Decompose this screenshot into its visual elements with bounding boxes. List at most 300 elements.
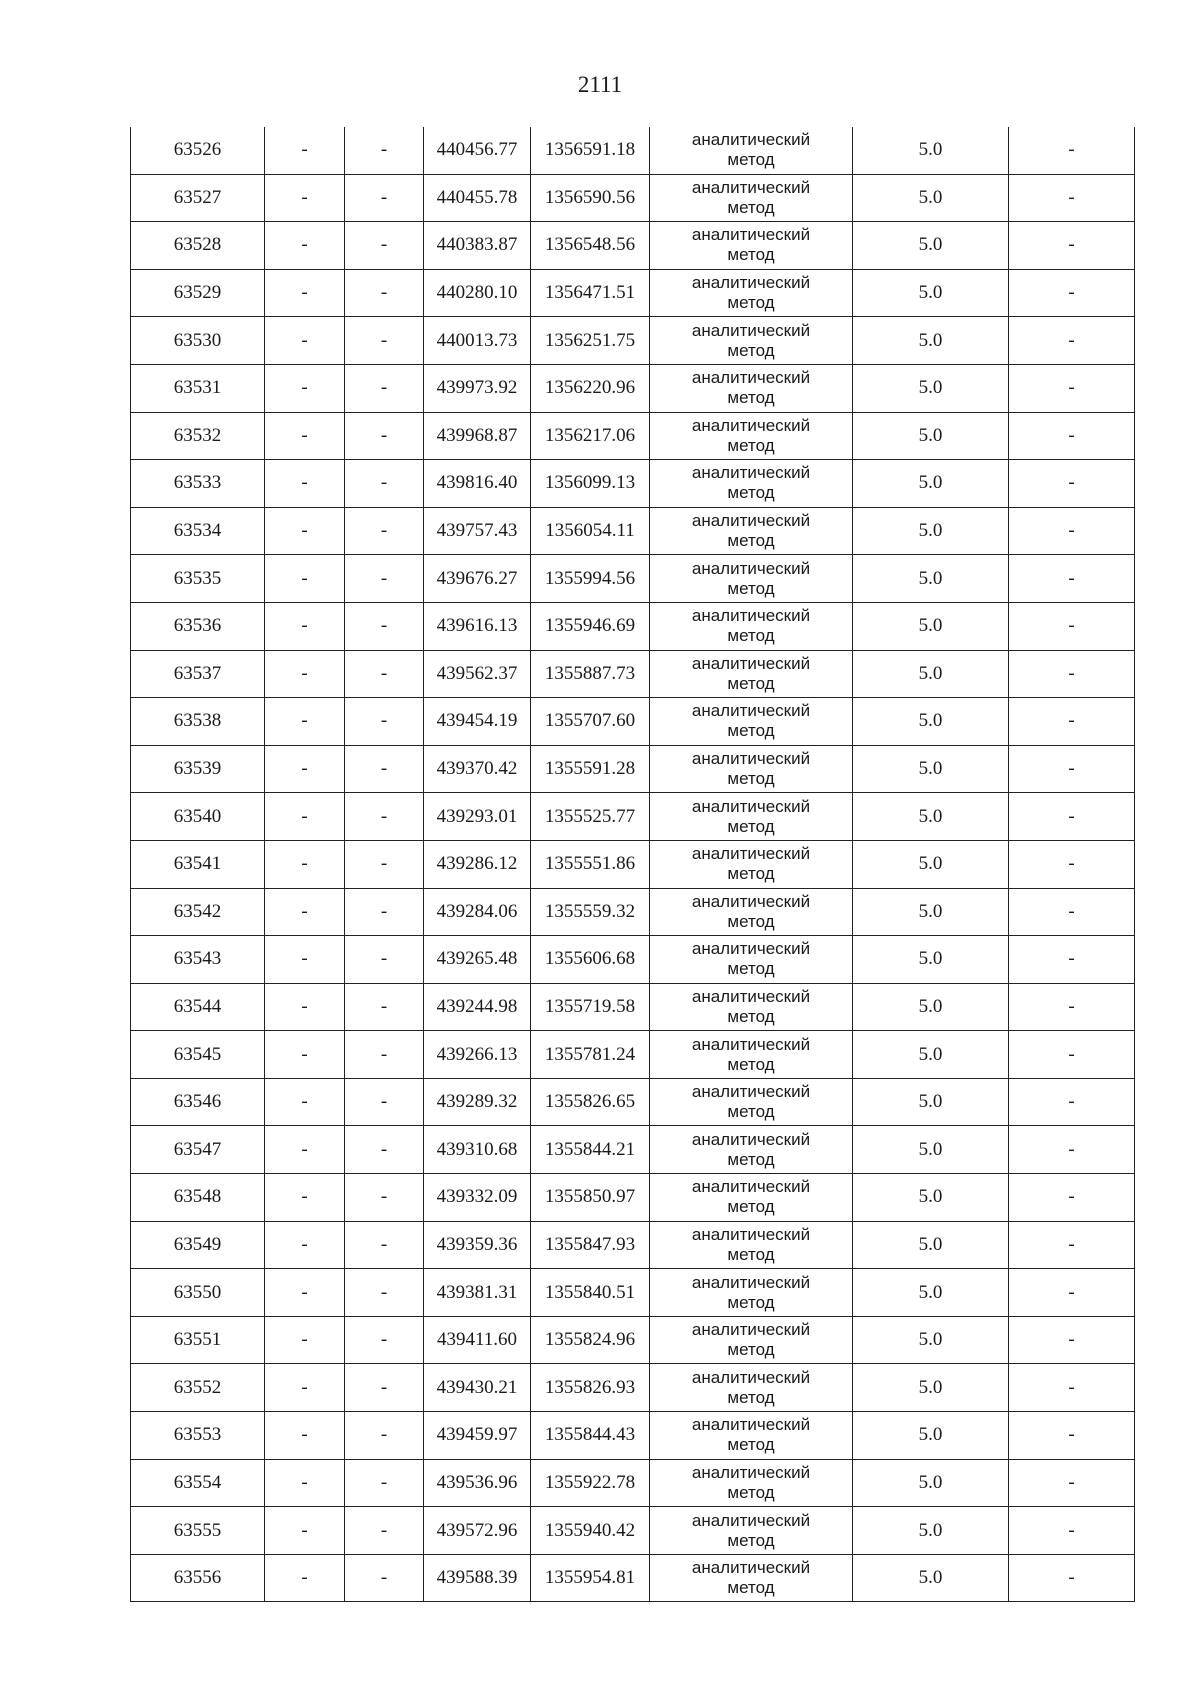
empty-value-cell: - <box>265 269 345 317</box>
y-coordinate-cell: 1355719.58 <box>531 983 650 1031</box>
empty-value-cell: - <box>345 1031 424 1079</box>
method-cell <box>650 317 853 365</box>
y-coordinate-cell: 1355826.65 <box>531 1078 650 1126</box>
empty-value-cell: - <box>265 650 345 698</box>
y-coordinate-cell: 1356099.13 <box>531 460 650 508</box>
point-id-cell: 63548 <box>131 1174 265 1222</box>
empty-value-cell: - <box>265 412 345 460</box>
method-line-2: метод <box>727 483 775 503</box>
empty-value-cell: - <box>345 507 424 555</box>
note-cell: - <box>1009 1174 1135 1222</box>
table-row <box>131 936 1135 984</box>
empty-value-cell: - <box>345 1459 424 1507</box>
method-line-2: метод <box>727 150 775 170</box>
accuracy-cell: 5.0 <box>853 507 1009 555</box>
empty-value-cell: - <box>265 936 345 984</box>
empty-value-cell: - <box>345 936 424 984</box>
point-id-cell: 63550 <box>131 1269 265 1317</box>
x-coordinate-cell: 440383.87 <box>424 222 531 270</box>
empty-value-cell: - <box>345 793 424 841</box>
point-id-cell: 63553 <box>131 1412 265 1460</box>
method-line-1: аналитический <box>691 1224 811 1244</box>
empty-value-cell: - <box>265 1507 345 1555</box>
empty-value-cell: - <box>265 745 345 793</box>
table-row <box>131 1174 1135 1222</box>
y-coordinate-cell: 1355707.60 <box>531 698 650 746</box>
y-coordinate-cell: 1355591.28 <box>531 745 650 793</box>
empty-value-cell: - <box>345 222 424 270</box>
x-coordinate-cell: 439816.40 <box>424 460 531 508</box>
empty-value-cell: - <box>265 793 345 841</box>
accuracy-cell: 5.0 <box>853 983 1009 1031</box>
method-line-2: метод <box>727 1054 775 1074</box>
y-coordinate-cell: 1356590.56 <box>531 174 650 222</box>
x-coordinate-cell: 440280.10 <box>424 269 531 317</box>
accuracy-cell: 5.0 <box>853 1126 1009 1174</box>
method-line-1: аналитический <box>691 1415 811 1435</box>
note-cell: - <box>1009 1031 1135 1079</box>
note-cell: - <box>1009 1412 1135 1460</box>
empty-value-cell: - <box>345 364 424 412</box>
y-coordinate-cell: 1356548.56 <box>531 222 650 270</box>
empty-value-cell: - <box>345 650 424 698</box>
empty-value-cell: - <box>345 602 424 650</box>
empty-value-cell: - <box>265 602 345 650</box>
point-id-cell: 63538 <box>131 698 265 746</box>
accuracy-cell: 5.0 <box>853 555 1009 603</box>
method-line-1: аналитический <box>691 1082 811 1102</box>
method-line-2: метод <box>727 1482 775 1502</box>
empty-value-cell: - <box>265 698 345 746</box>
accuracy-cell: 5.0 <box>853 1174 1009 1222</box>
method-cell <box>650 983 853 1031</box>
method-line-1: аналитический <box>691 225 811 245</box>
x-coordinate-cell: 439562.37 <box>424 650 531 698</box>
y-coordinate-cell: 1355840.51 <box>531 1269 650 1317</box>
point-id-cell: 63536 <box>131 602 265 650</box>
empty-value-cell: - <box>345 698 424 746</box>
empty-value-cell: - <box>265 1031 345 1079</box>
empty-value-cell: - <box>265 1221 345 1269</box>
table-row <box>131 127 1135 174</box>
table-row <box>131 1459 1135 1507</box>
page-number: 2111 <box>577 72 623 97</box>
empty-value-cell: - <box>345 555 424 603</box>
empty-value-cell: - <box>265 1316 345 1364</box>
method-line-2: метод <box>727 673 775 693</box>
table-row <box>131 174 1135 222</box>
point-id-cell: 63552 <box>131 1364 265 1412</box>
point-id-cell: 63547 <box>131 1126 265 1174</box>
point-id-cell: 63540 <box>131 793 265 841</box>
method-line-1: аналитический <box>691 1177 811 1197</box>
method-line-1: аналитический <box>691 558 811 578</box>
table-row <box>131 1031 1135 1079</box>
method-line-1: аналитический <box>691 1129 811 1149</box>
point-id-cell: 63541 <box>131 840 265 888</box>
method-line-1: аналитический <box>691 1320 811 1340</box>
table-row <box>131 1507 1135 1555</box>
accuracy-cell: 5.0 <box>853 1459 1009 1507</box>
note-cell: - <box>1009 936 1135 984</box>
empty-value-cell: - <box>345 1364 424 1412</box>
point-id-cell: 63545 <box>131 1031 265 1079</box>
note-cell: - <box>1009 888 1135 936</box>
x-coordinate-cell: 439536.96 <box>424 1459 531 1507</box>
point-id-cell: 63534 <box>131 507 265 555</box>
y-coordinate-cell: 1355606.68 <box>531 936 650 984</box>
empty-value-cell: - <box>345 460 424 508</box>
method-line-2: метод <box>727 1292 775 1312</box>
y-coordinate-cell: 1355940.42 <box>531 1507 650 1555</box>
empty-value-cell: - <box>265 364 345 412</box>
note-cell: - <box>1009 1364 1135 1412</box>
method-line-2: метод <box>727 769 775 789</box>
table-row <box>131 1269 1135 1317</box>
y-coordinate-cell: 1355551.86 <box>531 840 650 888</box>
empty-value-cell: - <box>265 317 345 365</box>
method-line-2: метод <box>727 1244 775 1264</box>
point-id-cell: 63546 <box>131 1078 265 1126</box>
x-coordinate-cell: 440456.77 <box>424 127 531 174</box>
method-cell <box>650 412 853 460</box>
empty-value-cell: - <box>345 1554 424 1602</box>
method-line-2: метод <box>727 245 775 265</box>
note-cell: - <box>1009 507 1135 555</box>
table-row <box>131 1126 1135 1174</box>
x-coordinate-cell: 439676.27 <box>424 555 531 603</box>
coordinates-table <box>130 127 1135 1602</box>
accuracy-cell: 5.0 <box>853 650 1009 698</box>
x-coordinate-cell: 439454.19 <box>424 698 531 746</box>
accuracy-cell: 5.0 <box>853 602 1009 650</box>
point-id-cell: 63533 <box>131 460 265 508</box>
y-coordinate-cell: 1356217.06 <box>531 412 650 460</box>
empty-value-cell: - <box>345 1174 424 1222</box>
x-coordinate-cell: 439616.13 <box>424 602 531 650</box>
method-line-1: аналитический <box>691 273 811 293</box>
note-cell: - <box>1009 983 1135 1031</box>
method-cell <box>650 269 853 317</box>
x-coordinate-cell: 439266.13 <box>424 1031 531 1079</box>
x-coordinate-cell: 439968.87 <box>424 412 531 460</box>
method-cell <box>650 460 853 508</box>
method-cell <box>650 364 853 412</box>
point-id-cell: 63549 <box>131 1221 265 1269</box>
x-coordinate-cell: 439411.60 <box>424 1316 531 1364</box>
empty-value-cell: - <box>265 983 345 1031</box>
accuracy-cell: 5.0 <box>853 1031 1009 1079</box>
method-line-2: метод <box>727 197 775 217</box>
note-cell: - <box>1009 745 1135 793</box>
note-cell: - <box>1009 793 1135 841</box>
point-id-cell: 63529 <box>131 269 265 317</box>
accuracy-cell: 5.0 <box>853 1316 1009 1364</box>
empty-value-cell: - <box>345 1507 424 1555</box>
x-coordinate-cell: 439370.42 <box>424 745 531 793</box>
method-cell <box>650 698 853 746</box>
method-line-1: аналитический <box>691 939 811 959</box>
empty-value-cell: - <box>345 1126 424 1174</box>
method-line-2: метод <box>727 531 775 551</box>
table-row <box>131 222 1135 270</box>
y-coordinate-cell: 1356220.96 <box>531 364 650 412</box>
point-id-cell: 63542 <box>131 888 265 936</box>
method-line-2: метод <box>727 911 775 931</box>
table-row <box>131 1554 1135 1602</box>
empty-value-cell: - <box>265 555 345 603</box>
note-cell: - <box>1009 650 1135 698</box>
method-cell <box>650 1507 853 1555</box>
table-row <box>131 650 1135 698</box>
table-row <box>131 460 1135 508</box>
empty-value-cell: - <box>345 1412 424 1460</box>
note-cell: - <box>1009 1316 1135 1364</box>
x-coordinate-cell: 439289.32 <box>424 1078 531 1126</box>
point-id-cell: 63535 <box>131 555 265 603</box>
table-row <box>131 1078 1135 1126</box>
method-cell <box>650 127 853 174</box>
method-cell <box>650 1031 853 1079</box>
method-line-2: метод <box>727 1578 775 1598</box>
empty-value-cell: - <box>345 1078 424 1126</box>
table-row <box>131 507 1135 555</box>
method-line-2: метод <box>727 1340 775 1360</box>
method-cell <box>650 1364 853 1412</box>
y-coordinate-cell: 1355994.56 <box>531 555 650 603</box>
x-coordinate-cell: 439359.36 <box>424 1221 531 1269</box>
note-cell: - <box>1009 460 1135 508</box>
table-row <box>131 698 1135 746</box>
method-line-2: метод <box>727 1197 775 1217</box>
note-cell: - <box>1009 1126 1135 1174</box>
y-coordinate-cell: 1355954.81 <box>531 1554 650 1602</box>
method-cell <box>650 650 853 698</box>
accuracy-cell: 5.0 <box>853 936 1009 984</box>
method-line-1: аналитический <box>691 891 811 911</box>
y-coordinate-cell: 1355826.93 <box>531 1364 650 1412</box>
method-cell <box>650 555 853 603</box>
method-line-2: метод <box>727 721 775 741</box>
x-coordinate-cell: 439430.21 <box>424 1364 531 1412</box>
method-line-1: аналитический <box>691 1367 811 1387</box>
method-cell <box>650 936 853 984</box>
method-cell <box>650 222 853 270</box>
y-coordinate-cell: 1355824.96 <box>531 1316 650 1364</box>
point-id-cell: 63554 <box>131 1459 265 1507</box>
method-line-2: метод <box>727 388 775 408</box>
accuracy-cell: 5.0 <box>853 1364 1009 1412</box>
method-line-2: метод <box>727 293 775 313</box>
empty-value-cell: - <box>265 222 345 270</box>
method-line-2: метод <box>727 1102 775 1122</box>
accuracy-cell: 5.0 <box>853 1221 1009 1269</box>
method-line-1: аналитический <box>691 130 811 150</box>
method-line-2: метод <box>727 1006 775 1026</box>
y-coordinate-cell: 1356054.11 <box>531 507 650 555</box>
note-cell: - <box>1009 127 1135 174</box>
note-cell: - <box>1009 698 1135 746</box>
method-cell <box>650 888 853 936</box>
method-line-2: метод <box>727 1387 775 1407</box>
empty-value-cell: - <box>265 174 345 222</box>
note-cell: - <box>1009 1269 1135 1317</box>
empty-value-cell: - <box>345 127 424 174</box>
method-cell <box>650 1126 853 1174</box>
method-cell <box>650 174 853 222</box>
accuracy-cell: 5.0 <box>853 174 1009 222</box>
point-id-cell: 63551 <box>131 1316 265 1364</box>
method-line-2: метод <box>727 816 775 836</box>
point-id-cell: 63530 <box>131 317 265 365</box>
y-coordinate-cell: 1355525.77 <box>531 793 650 841</box>
method-cell <box>650 1316 853 1364</box>
empty-value-cell: - <box>265 1364 345 1412</box>
empty-value-cell: - <box>345 269 424 317</box>
method-cell <box>650 1078 853 1126</box>
y-coordinate-cell: 1355946.69 <box>531 602 650 650</box>
note-cell: - <box>1009 555 1135 603</box>
y-coordinate-cell: 1355844.43 <box>531 1412 650 1460</box>
note-cell: - <box>1009 1078 1135 1126</box>
method-line-1: аналитический <box>691 320 811 340</box>
method-line-1: аналитический <box>691 701 811 721</box>
empty-value-cell: - <box>265 1078 345 1126</box>
empty-value-cell: - <box>265 1554 345 1602</box>
table-row <box>131 840 1135 888</box>
empty-value-cell: - <box>265 127 345 174</box>
empty-value-cell: - <box>345 1221 424 1269</box>
empty-value-cell: - <box>345 840 424 888</box>
table-row <box>131 745 1135 793</box>
y-coordinate-cell: 1356251.75 <box>531 317 650 365</box>
empty-value-cell: - <box>265 1269 345 1317</box>
empty-value-cell: - <box>265 507 345 555</box>
accuracy-cell: 5.0 <box>853 1554 1009 1602</box>
empty-value-cell: - <box>265 460 345 508</box>
method-cell <box>650 1459 853 1507</box>
method-cell <box>650 840 853 888</box>
x-coordinate-cell: 439588.39 <box>424 1554 531 1602</box>
table-row <box>131 1221 1135 1269</box>
point-id-cell: 63537 <box>131 650 265 698</box>
method-line-1: аналитический <box>691 986 811 1006</box>
note-cell: - <box>1009 1221 1135 1269</box>
y-coordinate-cell: 1356591.18 <box>531 127 650 174</box>
y-coordinate-cell: 1356471.51 <box>531 269 650 317</box>
table-row <box>131 555 1135 603</box>
method-line-2: метод <box>727 340 775 360</box>
table-row <box>131 317 1135 365</box>
empty-value-cell: - <box>265 1174 345 1222</box>
table-row <box>131 364 1135 412</box>
method-line-2: метод <box>727 435 775 455</box>
empty-value-cell: - <box>345 888 424 936</box>
accuracy-cell: 5.0 <box>853 1078 1009 1126</box>
method-line-1: аналитический <box>691 1462 811 1482</box>
x-coordinate-cell: 439459.97 <box>424 1412 531 1460</box>
method-line-1: аналитический <box>691 463 811 483</box>
point-id-cell: 63539 <box>131 745 265 793</box>
method-line-1: аналитический <box>691 1558 811 1578</box>
table-row <box>131 1364 1135 1412</box>
empty-value-cell: - <box>345 412 424 460</box>
table-row <box>131 602 1135 650</box>
accuracy-cell: 5.0 <box>853 222 1009 270</box>
point-id-cell: 63543 <box>131 936 265 984</box>
x-coordinate-cell: 439286.12 <box>424 840 531 888</box>
table-row <box>131 412 1135 460</box>
x-coordinate-cell: 439244.98 <box>424 983 531 1031</box>
note-cell: - <box>1009 1554 1135 1602</box>
method-line-1: аналитический <box>691 415 811 435</box>
method-line-1: аналитический <box>691 749 811 769</box>
method-line-1: аналитический <box>691 1034 811 1054</box>
x-coordinate-cell: 439757.43 <box>424 507 531 555</box>
method-cell <box>650 745 853 793</box>
method-line-1: аналитический <box>691 368 811 388</box>
accuracy-cell: 5.0 <box>853 1269 1009 1317</box>
accuracy-cell: 5.0 <box>853 698 1009 746</box>
x-coordinate-cell: 439973.92 <box>424 364 531 412</box>
method-line-2: метод <box>727 1149 775 1169</box>
point-id-cell: 63556 <box>131 1554 265 1602</box>
method-line-1: аналитический <box>691 653 811 673</box>
note-cell: - <box>1009 1507 1135 1555</box>
y-coordinate-cell: 1355887.73 <box>531 650 650 698</box>
method-line-1: аналитический <box>691 511 811 531</box>
method-cell <box>650 1269 853 1317</box>
note-cell: - <box>1009 269 1135 317</box>
accuracy-cell: 5.0 <box>853 127 1009 174</box>
table-row <box>131 1412 1135 1460</box>
accuracy-cell: 5.0 <box>853 412 1009 460</box>
y-coordinate-cell: 1355850.97 <box>531 1174 650 1222</box>
method-line-1: аналитический <box>691 1510 811 1530</box>
method-line-1: аналитический <box>691 796 811 816</box>
empty-value-cell: - <box>265 888 345 936</box>
note-cell: - <box>1009 602 1135 650</box>
table-row <box>131 269 1135 317</box>
note-cell: - <box>1009 840 1135 888</box>
empty-value-cell: - <box>265 840 345 888</box>
empty-value-cell: - <box>345 983 424 1031</box>
table-row <box>131 888 1135 936</box>
point-id-cell: 63527 <box>131 174 265 222</box>
point-id-cell: 63531 <box>131 364 265 412</box>
accuracy-cell: 5.0 <box>853 460 1009 508</box>
point-id-cell: 63526 <box>131 127 265 174</box>
accuracy-cell: 5.0 <box>853 269 1009 317</box>
accuracy-cell: 5.0 <box>853 364 1009 412</box>
x-coordinate-cell: 439265.48 <box>424 936 531 984</box>
method-line-2: метод <box>727 626 775 646</box>
method-line-1: аналитический <box>691 844 811 864</box>
note-cell: - <box>1009 364 1135 412</box>
note-cell: - <box>1009 317 1135 365</box>
y-coordinate-cell: 1355847.93 <box>531 1221 650 1269</box>
x-coordinate-cell: 439572.96 <box>424 1507 531 1555</box>
x-coordinate-cell: 440455.78 <box>424 174 531 222</box>
method-line-2: метод <box>727 1530 775 1550</box>
x-coordinate-cell: 439381.31 <box>424 1269 531 1317</box>
empty-value-cell: - <box>265 1126 345 1174</box>
empty-value-cell: - <box>265 1459 345 1507</box>
method-cell <box>650 1412 853 1460</box>
method-cell <box>650 602 853 650</box>
note-cell: - <box>1009 412 1135 460</box>
accuracy-cell: 5.0 <box>853 840 1009 888</box>
